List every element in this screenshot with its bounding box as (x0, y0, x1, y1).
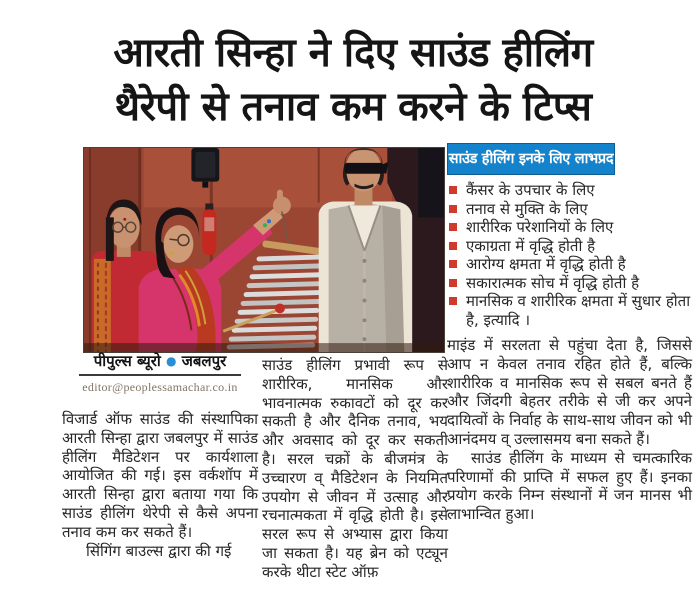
mallet-head (275, 303, 285, 313)
bullet-square-icon (449, 279, 457, 287)
byline-dot-icon: ● (165, 354, 177, 368)
bullet-square-icon (449, 242, 457, 250)
sidebar-header: साउंड हीलिंग इनके लिए लाभप्रद (447, 143, 615, 175)
news-photo-illustration (84, 148, 444, 352)
bullet-square-icon (449, 205, 457, 213)
benefit-label: एकाग्रता में वृद्धि होती है (466, 236, 596, 255)
benefit-label: सकारात्मक सोच में वृद्धि होती है (466, 273, 640, 292)
news-photo (83, 147, 445, 353)
left-paragraph-1: विजार्ड ऑफ साउंड की संस्थापिका आरती सिन्हा द्वारा जबलपुर में साउंड हीलिंग मैडिटेशन पर कार्यशाला आयोजित की गई। इस वर्कशॉप में आरती सिन्हा द्वारा बताया गया कि साउंड हीलिंग थेरेपी से कैसे अपना तनाव कम कर सकते हैं। (62, 410, 258, 541)
vest-button (362, 259, 366, 263)
bracelet (267, 219, 271, 223)
headline-line-1: आरती सिन्हा ने दिए साउंड हीलिंग (113, 30, 593, 76)
headline-line-2: थैरेपी से तनाव कम करने के टिप्स (114, 84, 592, 130)
bullet-square-icon (449, 186, 457, 194)
bullet-square-icon (449, 223, 457, 231)
bullet-square-icon (449, 260, 457, 268)
left-column (62, 352, 258, 560)
benefit-label: कैंसर के उपचार के लिए (466, 181, 595, 199)
byline-city: जबलपुर (181, 352, 227, 370)
benefit-label: शारीरिक परेशानियों के लिए (466, 218, 614, 236)
dark-corner (418, 148, 444, 217)
benefits-list (447, 181, 692, 329)
benefit-label: मानसिक व शारीरिक क्षमता में सुधार होता है, इत्यादि । (466, 292, 691, 329)
contact-email: editor@peoplessamachar.co.in (82, 380, 238, 394)
right-paragraph-2: साउंड हीलिंग के माध्यम से चमत्कारिक परिणामों की प्राप्ति में सफल हुए हैं। इनका प्रयोग करके निम्न संस्थानों में जन मानस भी लाभान्वित हुआ। (447, 448, 692, 524)
benefit-item (447, 292, 692, 329)
left-paragraph-2: सिंगिंग बाउल्स द्वारा की गई (86, 541, 232, 560)
benefit-item (447, 255, 692, 274)
byline (62, 352, 258, 371)
benefit-item (447, 218, 692, 237)
thumb (277, 190, 283, 202)
fire-extinguisher (202, 203, 216, 254)
blindfold (345, 163, 384, 174)
benefit-label: आरोग्य क्षमता में वृद्धि होती है (466, 255, 626, 273)
benefit-label: तनाव से मुक्ति के लिए (466, 199, 588, 218)
middle-paragraph-1: साउंड हीलिंग प्रभावी रूप से शारीरिक, मानसिक और भावनात्मक रुकावटों को दूर कर सकती है और दैनिक तनाव, भय और अवसाद को दूर कर सकती है। सरल चक्रों के बीजमंत्र के उच्चारण व् मैडिटेशन के नियमित उपयोग से जीवन में उत्साह और रचनात्मकता में वृद्धि होती है। इसे सरल रूप से अभ्यास द्वारा किया जा सकता है। यह ब्रेन को एट्यून करके थीटा स्टेट ऑफ़ (262, 356, 448, 581)
woman-centre-face (164, 225, 194, 263)
earring (170, 251, 174, 255)
bullet-square-icon (449, 297, 457, 305)
bindi (123, 218, 126, 221)
headline (70, 26, 636, 134)
right-column (447, 143, 692, 524)
benefit-item (447, 237, 692, 256)
benefit-item (447, 274, 692, 293)
byline-rule (79, 374, 241, 376)
benefit-item (447, 181, 692, 200)
byline-bureau: पीपुल्स ब्यूरो (93, 352, 161, 370)
benefit-item (447, 200, 692, 219)
floor-shadow (84, 343, 444, 352)
right-paragraph-1: माइंड में सरलता से पहुंचा देता है, जिससे आप न केवल तनाव रहित होते हैं, बल्कि शारीरिक व मानसिक रूप से सबल बनते हैं और जिंदगी बेहतर तरीके से जी कर अपने दायित्वों के निर्वाह के साथ-साथ जीवन को भी आनंदमय व् उल्लासमय बना सकते हैं। (447, 336, 692, 448)
middle-column (262, 356, 448, 582)
